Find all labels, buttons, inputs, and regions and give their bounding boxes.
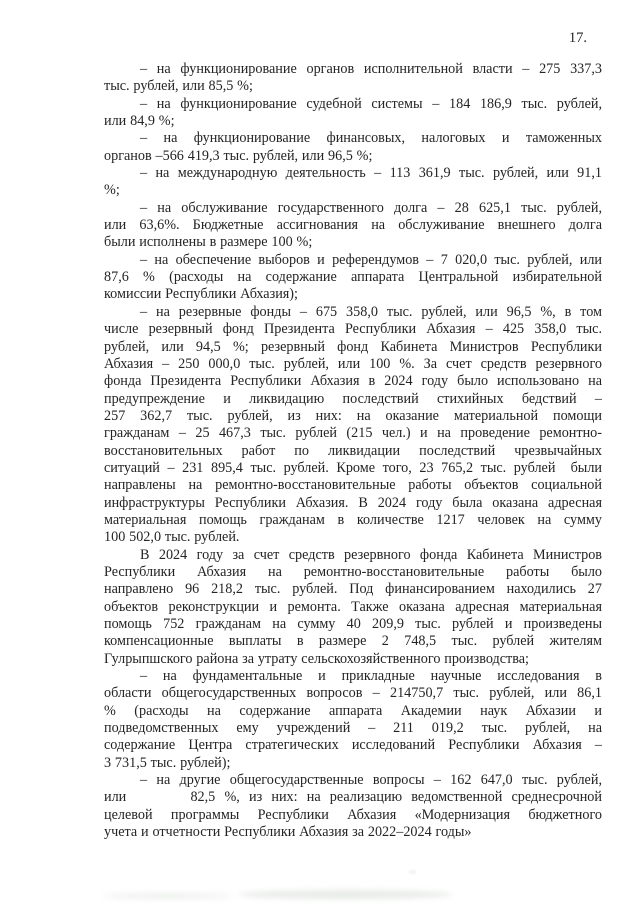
page-number: 17. bbox=[568, 30, 587, 46]
text-line: ситуаций – 231 895,4 тыс. рублей. Кроме того, 23 765,2 тыс. рублей были bbox=[104, 459, 602, 476]
text-line: – на функционирование судебной системы – 184 186,9 тыс. рублей, bbox=[140, 95, 602, 112]
text-line: Абхазия – 250 000,0 тыс. рублей, или 100 %. За счет средств резервного bbox=[104, 355, 602, 372]
text-line: содержание Центра стратегических исследований Республики Абхазия – bbox=[104, 737, 602, 754]
text-line: – на обслуживание государственного долга – 28 625,1 тыс. рублей, bbox=[140, 199, 602, 216]
text-line: рублей, или 94,5 %; резервный фонд Кабинета Министров Республики bbox=[104, 338, 602, 355]
scan-smudge bbox=[238, 890, 453, 899]
text-line: – на обеспечение выборов и референдумов – 7 020,0 тыс. рублей, или bbox=[140, 251, 602, 268]
text-line: инфраструктуры Республики Абхазия. В 2024 году была оказана адресная bbox=[104, 494, 602, 511]
text-line: числе резервный фонд Президента Республики Абхазия – 425 358,0 тыс. bbox=[104, 321, 602, 338]
text-line: предупреждение и ликвидацию последствий стихийных бедствий – bbox=[104, 390, 602, 407]
document-body bbox=[104, 61, 602, 841]
text-line: %; bbox=[104, 182, 120, 199]
text-line: – на функционирование органов исполнительной власти – 275 337,3 bbox=[140, 61, 602, 77]
scan-smudge bbox=[102, 893, 232, 899]
text-line: компенсационные выплаты в размере 2 748,5 тыс. рублей жителям bbox=[104, 633, 602, 650]
text-line: % (расходы на содержание аппарата Академии наук Абхазии и bbox=[104, 702, 602, 719]
text-line: – на резервные фонды – 675 358,0 тыс. рублей, или 96,5 %, в том bbox=[140, 303, 602, 320]
text-line: учета и отчетности Республики Абхазия за 2022–2024 годы» bbox=[104, 824, 472, 841]
text-line: 100 502,0 тыс. рублей. bbox=[104, 529, 240, 546]
text-line: или 84,9 %; bbox=[104, 113, 175, 130]
text-line: целевой программы Республики Абхазия «Модернизация бюджетного bbox=[104, 806, 602, 823]
text-line: гражданам – 25 467,3 тыс. рублей (215 чел.) и на проведение ремонтно- bbox=[104, 425, 602, 442]
text-line: – на функционирование финансовых, налоговых и таможенных bbox=[140, 130, 602, 147]
text-line: или 63,6%. Бюджетные ассигнования на обслуживание внешнего долга bbox=[104, 217, 602, 234]
text-line: области общегосударственных вопросов – 214750,7 тыс. рублей, или 86,1 bbox=[104, 685, 602, 702]
text-line: Гулрыпшского района за утрату сельскохозяйственного производства; bbox=[104, 650, 529, 667]
text-line: 257 362,7 тыс. рублей, из них: на оказание материальной помощи bbox=[104, 407, 602, 424]
text-line: материальная помощь гражданам в количестве 1217 человек на сумму bbox=[104, 511, 602, 528]
text-line: направлено 96 218,2 тыс. рублей. Под финансированием находились 27 bbox=[104, 581, 602, 598]
text-line: помощь 752 гражданам на сумму 40 209,9 тыс. рублей и произведены bbox=[104, 616, 602, 632]
text-line: тыс. рублей, или 85,5 %; bbox=[104, 78, 253, 95]
text-line: Республики Абхазия на ремонтно-восстановительные работы было bbox=[104, 563, 602, 580]
text-line: объектов реконструкции и ремонта. Также оказана адресная материальная bbox=[104, 598, 602, 615]
text-line: органов –566 419,3 тыс. рублей, или 96,5 %; bbox=[104, 147, 373, 164]
text-line: подведомственных ему учреждений – 211 019,2 тыс. рублей, на bbox=[104, 720, 602, 737]
text-line: были исполнены в размере 100 %; bbox=[104, 234, 313, 251]
text-line: – на фундаментальные и прикладные научные исследования в bbox=[140, 668, 602, 685]
text-line: В 2024 году за счет средств резервного фонда Кабинета Министров bbox=[140, 546, 602, 563]
text-line: направлены на ремонтно-восстановительные работы объектов социальной bbox=[104, 477, 602, 494]
text-line: фонда Президента Республики Абхазия в 2024 году было использовано на bbox=[104, 373, 602, 390]
text-line: 3 731,5 тыс. рублей); bbox=[104, 754, 231, 771]
text-line: 87,6 % (расходы на содержание аппарата Центральной избирательной bbox=[104, 269, 602, 286]
scan-speck bbox=[408, 870, 417, 874]
text-line: – на международную деятельность – 113 361,9 тыс. рублей, или 91,1 bbox=[140, 165, 602, 182]
text-line: или 82,5 %, из них: на реализацию ведомственной среднесрочной bbox=[104, 789, 602, 806]
text-line: комиссии Республики Абхазия); bbox=[104, 286, 298, 303]
text-line: восстановительных работ по ликвидации последствий чрезвычайных bbox=[104, 442, 602, 459]
text-line: – на другие общегосударственные вопросы – 162 647,0 тыс. рублей, bbox=[140, 772, 602, 789]
